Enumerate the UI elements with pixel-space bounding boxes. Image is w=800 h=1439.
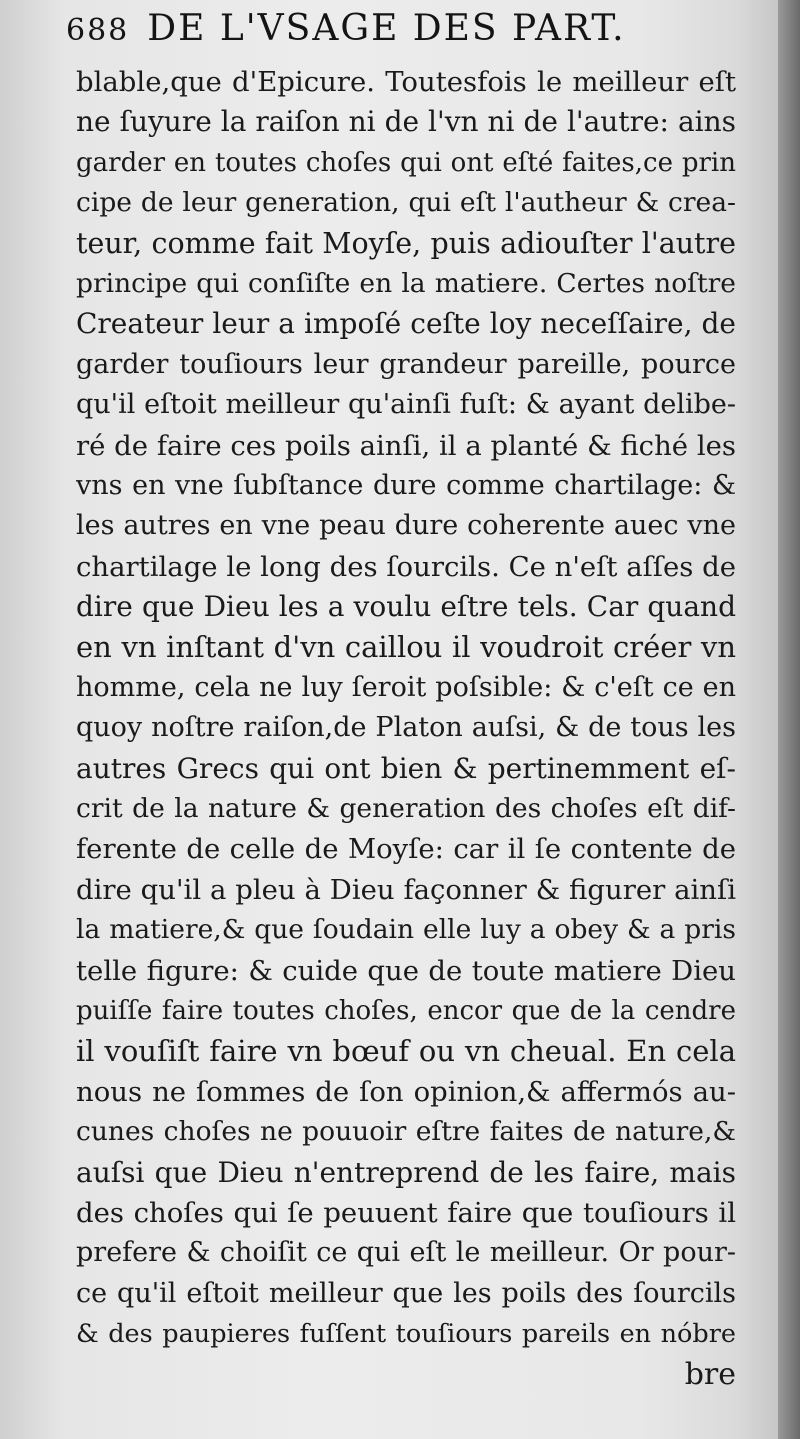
text-line: cunes choſes ne pouuoir eſtre faites de nature,& <box>76 1116 736 1148</box>
text-line: garder touſiours leur grandeur pareille, pource <box>76 348 736 380</box>
text-line: ce qu'il eſtoit meilleur que les poils des ſourcils <box>76 1277 736 1309</box>
text-line: Createur leur a impoſé ceſte loy neceſſaire, de <box>76 307 736 341</box>
text-line: auſsi que Dieu n'entreprend de les faire, mais <box>76 1155 736 1189</box>
text-line: quoy noſtre raiſon,de Platon auſsi, & de tous les <box>76 712 736 744</box>
text-line: puiſſe faire toutes choſes, encor que de la cendre <box>76 995 736 1026</box>
body-text <box>76 62 736 1395</box>
text-line: cipe de leur generation, qui eſt l'autheur & crea- <box>76 187 736 219</box>
running-head <box>66 8 706 60</box>
text-line: telle figure: & cuide que de toute matiere Dieu <box>76 954 736 987</box>
text-line: chartilage le long des ſourcils. Ce n'eſt aſſes de <box>76 550 736 583</box>
text-line: ferente de celle de Moyſe: car il ſe contente de <box>76 833 736 866</box>
text-line: & des paupieres fuſſent touſiours pareils en nóbre <box>76 1319 736 1350</box>
text-line: dire qu'il a pleu à Dieu façonner & figurer ainſi <box>76 873 736 906</box>
catchword: bre <box>684 1356 736 1392</box>
text-line: teur, comme fait Moyſe, puis adiouſter l'autre <box>76 226 736 260</box>
text-line: des choſes qui ſe peuuent faire que touſiours il <box>76 1196 736 1229</box>
text-line: dire que Dieu les a voulu eſtre tels. Car quand <box>76 590 736 624</box>
running-title: DE L'VSAGE DES PART. <box>147 8 626 49</box>
text-line: principe qui conſiſte en la matiere. Certes noſtre <box>76 267 736 299</box>
text-line: ne ſuyure la raiſon ni de l'vn ni de l'autre: ains <box>76 105 736 139</box>
text-line: homme, cela ne luy ſeroit poſsible: & c'eſt ce en <box>76 671 736 703</box>
text-line: garder en toutes choſes qui ont eſté faites,ce prin <box>76 147 736 178</box>
text-line: nous ne ſommes de ſon opinion,& affermós au- <box>76 1075 736 1108</box>
text-line: il vouſiſt faire vn bœuf ou vn cheual. En cela <box>76 1034 736 1069</box>
text-line: vns en vne ſubſtance dure comme chartilage: & <box>76 469 736 501</box>
text-line: en vn inſtant d'vn caillou il voudroit créer vn <box>76 630 736 665</box>
text-line: qu'il eſtoit meilleur qu'ainſi fuſt: & ayant delibe- <box>76 389 736 421</box>
text-line: crit de la nature & generation des choſes eſt dif- <box>76 793 736 825</box>
text-line: blable,que d'Epicure. Toutesfois le meilleur eſt <box>76 66 736 98</box>
page-gutter-shadow <box>778 0 800 1439</box>
page-number: 688 <box>66 13 130 48</box>
text-line: les autres en vne peau dure coherente auec vne <box>76 510 736 542</box>
text-line: la matiere,& que ſoudain elle luy a obey & a pris <box>76 914 736 946</box>
text-line: ré de faire ces poils ainſi, il a planté & fiché les <box>76 429 736 462</box>
text-line: autres Grecs qui ont bien & pertinemment eſ- <box>76 751 736 785</box>
text-line: prefere & choiſit ce qui eſt le meilleur. Or pour- <box>76 1237 736 1269</box>
